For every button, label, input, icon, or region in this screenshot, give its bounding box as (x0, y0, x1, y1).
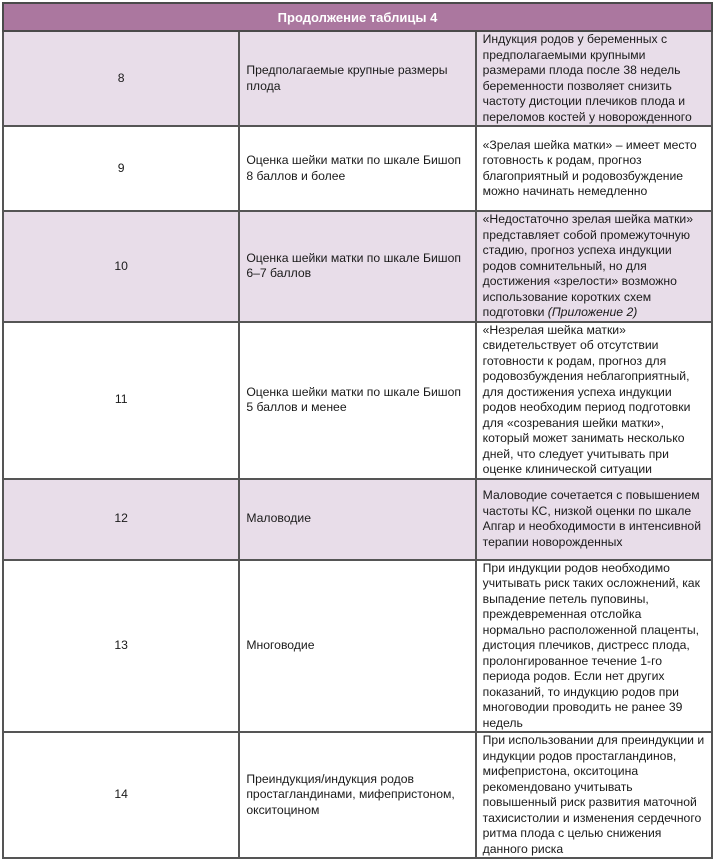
description-text: При индукции родов необходимо учитывать риск таких осложнений, как выпадение петель пуповины, преждевременная отслойка нормально расположенной плаценты, дистоция плечиков, дистресс плода, пролонгированное течение 1-го периода родов. Если нет других показаний, то индукцию родов при многоводии проводить не ранее 39 недель (482, 560, 700, 730)
row-description (476, 322, 712, 479)
row-number: 10 (3, 211, 239, 322)
description-text: Индукция родов у беременных с предполагаемыми крупными размерами плода после 38 недель беременности позволяет снизить частоту дистоции плечиков плода и переломов костей у новорожденного (482, 32, 692, 124)
row-description (476, 560, 712, 733)
continuation-table (2, 2, 713, 859)
table-row (3, 126, 712, 211)
row-condition: Маловодие (239, 479, 475, 560)
row-description (476, 126, 712, 211)
row-condition: Многоводие (239, 560, 475, 733)
row-number: 14 (3, 732, 239, 858)
row-number: 12 (3, 479, 239, 560)
description-text: «Зрелая шейка матки» – имеет место готовность к родам, прогноз благоприятный и родовозбуждение можно начинать немедленно (482, 137, 697, 198)
table-caption: Продолжение таблицы 4 (3, 3, 712, 31)
row-number: 13 (3, 560, 239, 733)
row-number: 11 (3, 322, 239, 479)
row-condition: Предполагаемые крупные размеры плода (239, 31, 475, 126)
description-text: «Недостаточно зрелая шейка матки» представляет собой промежуточную стадию, прогноз успеха индукции родов сомнительный, но для достижения «зрелости» возможно использование коротких схем подготовки (482, 212, 694, 319)
table-row (3, 732, 712, 858)
table-row (3, 322, 712, 479)
row-description (476, 732, 712, 858)
row-condition: Оценка шейки матки по шкале Бишоп 6–7 баллов (239, 211, 475, 322)
table-row (3, 31, 712, 126)
table-row (3, 211, 712, 322)
row-description (476, 31, 712, 126)
description-text: «Незрелая шейка матки» свидетельствует об отсутствии готовности к родам, прогноз для родовозбуждения неблагоприятный, для достижения успеха индукции родов необходим период подготовки для «созревания шейки матки», который может занимать несколько дней, что следует учитывать при оценке клинической ситуации (482, 322, 691, 476)
table-container (2, 2, 713, 859)
row-condition: Преиндукция/индукция родов простагландинами, мифепристоном, окситоцином (239, 732, 475, 858)
row-number: 9 (3, 126, 239, 211)
row-condition: Оценка шейки матки по шкале Бишоп 5 баллов и менее (239, 322, 475, 479)
description-text: При использовании для преиндукции и индукции родов простагландинов, мифепристона, окситоцина рекомендовано учитывать повышенный риск развития маточной тахисистолии и изменения сердечного ритма плода с целью снижения данного риска (482, 733, 705, 856)
description-note: (Приложение 2) (547, 305, 638, 319)
description-text: Маловодие сочетается с повышением частоты КС, низкой оценки по шкале Апгар и необходимости в интенсивной терапии новорожденных (482, 488, 702, 549)
row-description (476, 479, 712, 560)
row-number: 8 (3, 31, 239, 126)
table-row (3, 560, 712, 733)
row-description (476, 211, 712, 322)
row-condition: Оценка шейки матки по шкале Бишоп 8 баллов и более (239, 126, 475, 211)
table-row (3, 479, 712, 560)
